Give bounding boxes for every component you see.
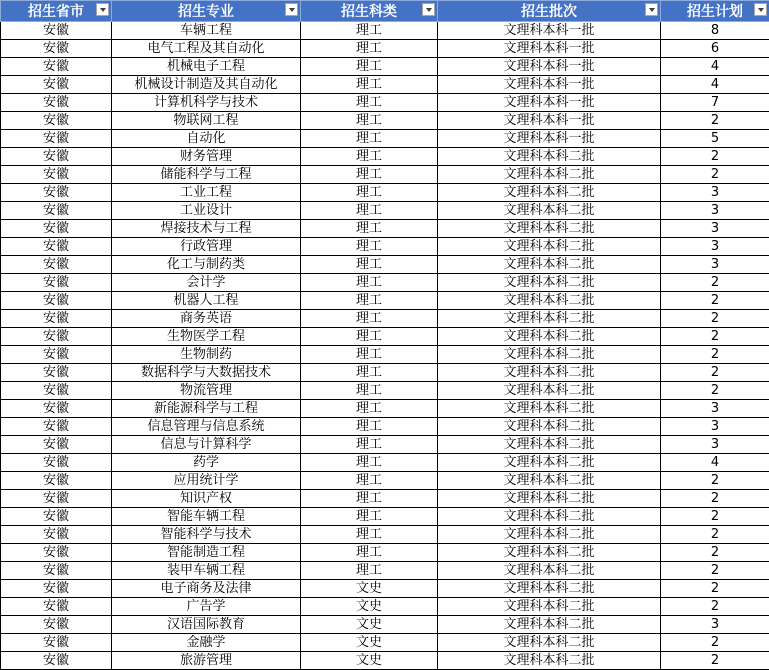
cell-batch[interactable]: 文理科本科二批 [438,148,661,166]
cell-plan[interactable]: 3 [661,616,769,634]
filter-dropdown-icon[interactable] [754,3,767,16]
header-batch [438,1,661,22]
cell-batch[interactable]: 文理科本科二批 [438,166,661,184]
cell-category[interactable]: 文史 [301,634,438,652]
cell-province[interactable]: 安徽 [1,364,112,382]
cell-province[interactable]: 安徽 [1,58,112,76]
cell-province[interactable]: 安徽 [1,22,112,40]
cell-province[interactable]: 安徽 [1,184,112,202]
cell-province[interactable]: 安徽 [1,436,112,454]
cell-plan[interactable]: 2 [661,310,769,328]
cell-plan[interactable]: 2 [661,598,769,616]
cell-province[interactable]: 安徽 [1,166,112,184]
cell-batch[interactable]: 文理科本科二批 [438,220,661,238]
header-province [1,1,112,22]
cell-major[interactable]: 电气工程及其自动化 [112,40,301,58]
cell-plan[interactable]: 2 [661,472,769,490]
cell-batch[interactable]: 文理科本科二批 [438,544,661,562]
cell-province[interactable]: 安徽 [1,634,112,652]
cell-batch[interactable]: 文理科本科二批 [438,382,661,400]
table-row [1,166,769,184]
cell-category[interactable]: 理工 [301,220,438,238]
cell-category[interactable]: 理工 [301,418,438,436]
cell-plan[interactable]: 2 [661,562,769,580]
cell-batch[interactable]: 文理科本科二批 [438,400,661,418]
cell-batch[interactable]: 文理科本科二批 [438,508,661,526]
cell-category[interactable]: 理工 [301,526,438,544]
cell-category[interactable]: 文史 [301,598,438,616]
cell-plan[interactable]: 7 [661,94,769,112]
cell-category[interactable]: 理工 [301,76,438,94]
cell-batch[interactable]: 文理科本科一批 [438,40,661,58]
cell-plan[interactable]: 2 [661,274,769,292]
table-row [1,508,769,526]
cell-category[interactable]: 理工 [301,202,438,220]
cell-category[interactable]: 文史 [301,652,438,670]
cell-batch[interactable]: 文理科本科一批 [438,94,661,112]
cell-province[interactable]: 安徽 [1,112,112,130]
table-row [1,580,769,598]
cell-major[interactable]: 机械设计制造及其自动化 [112,76,301,94]
cell-category[interactable]: 理工 [301,166,438,184]
cell-batch[interactable]: 文理科本科一批 [438,58,661,76]
header-label: 招生批次 [521,1,577,21]
cell-major[interactable]: 储能科学与工程 [112,166,301,184]
cell-category[interactable]: 文史 [301,616,438,634]
table-header [1,1,769,22]
cell-province[interactable]: 安徽 [1,598,112,616]
header-row [1,1,769,22]
cell-major[interactable]: 汉语国际教育 [112,616,301,634]
cell-major[interactable]: 电子商务及法律 [112,580,301,598]
cell-major[interactable]: 工业设计 [112,202,301,220]
cell-batch[interactable]: 文理科本科二批 [438,310,661,328]
cell-major[interactable]: 机械电子工程 [112,58,301,76]
cell-category[interactable]: 理工 [301,544,438,562]
cell-batch[interactable]: 文理科本科二批 [438,526,661,544]
cell-province[interactable]: 安徽 [1,274,112,292]
cell-major[interactable]: 会计学 [112,274,301,292]
cell-category[interactable]: 理工 [301,310,438,328]
cell-category[interactable]: 理工 [301,292,438,310]
cell-category[interactable]: 理工 [301,40,438,58]
cell-major[interactable]: 知识产权 [112,490,301,508]
cell-batch[interactable]: 文理科本科二批 [438,580,661,598]
cell-category[interactable]: 理工 [301,22,438,40]
table-row [1,490,769,508]
cell-major[interactable]: 焊接技术与工程 [112,220,301,238]
table-row [1,40,769,58]
header-major [112,1,301,22]
cell-plan[interactable]: 4 [661,454,769,472]
header-plan [661,1,769,22]
cell-category[interactable]: 文史 [301,580,438,598]
cell-plan[interactable]: 3 [661,220,769,238]
cell-category[interactable]: 理工 [301,328,438,346]
cell-plan[interactable]: 2 [661,148,769,166]
cell-major[interactable]: 财务管理 [112,148,301,166]
table-row [1,346,769,364]
table-row [1,256,769,274]
header-label: 招生计划 [687,1,743,21]
table-row [1,238,769,256]
cell-category[interactable]: 理工 [301,562,438,580]
cell-major[interactable]: 物流管理 [112,382,301,400]
cell-plan[interactable]: 3 [661,202,769,220]
cell-major[interactable]: 新能源科学与工程 [112,400,301,418]
cell-major[interactable]: 装甲车辆工程 [112,562,301,580]
table-row [1,184,769,202]
header-label: 招生专业 [178,1,234,21]
cell-category[interactable]: 理工 [301,112,438,130]
cell-province[interactable]: 安徽 [1,292,112,310]
cell-plan[interactable]: 5 [661,130,769,148]
cell-major[interactable]: 信息管理与信息系统 [112,418,301,436]
table-row [1,544,769,562]
cell-plan[interactable]: 8 [661,22,769,40]
cell-plan[interactable]: 4 [661,58,769,76]
table-row [1,454,769,472]
cell-major[interactable]: 自动化 [112,130,301,148]
cell-category[interactable]: 理工 [301,130,438,148]
cell-major[interactable]: 生物医学工程 [112,328,301,346]
cell-category[interactable]: 理工 [301,346,438,364]
cell-province[interactable]: 安徽 [1,328,112,346]
cell-province[interactable]: 安徽 [1,202,112,220]
table-row [1,472,769,490]
filter-dropdown-icon[interactable] [422,3,435,16]
cell-province[interactable]: 安徽 [1,418,112,436]
cell-plan[interactable]: 2 [661,166,769,184]
cell-category[interactable]: 理工 [301,148,438,166]
cell-batch[interactable]: 文理科本科二批 [438,472,661,490]
cell-plan[interactable]: 2 [661,328,769,346]
cell-major[interactable]: 智能车辆工程 [112,508,301,526]
cell-province[interactable]: 安徽 [1,454,112,472]
cell-batch[interactable]: 文理科本科二批 [438,202,661,220]
cell-province[interactable]: 安徽 [1,508,112,526]
cell-major[interactable]: 药学 [112,454,301,472]
cell-category[interactable]: 理工 [301,256,438,274]
cell-batch[interactable]: 文理科本科一批 [438,76,661,94]
cell-category[interactable]: 理工 [301,454,438,472]
cell-plan[interactable]: 4 [661,76,769,94]
table-row [1,310,769,328]
cell-plan[interactable]: 3 [661,238,769,256]
cell-province[interactable]: 安徽 [1,76,112,94]
cell-province[interactable]: 安徽 [1,40,112,58]
cell-batch[interactable]: 文理科本科二批 [438,436,661,454]
cell-category[interactable]: 理工 [301,58,438,76]
cell-province[interactable]: 安徽 [1,562,112,580]
header-label: 招生科类 [341,1,397,21]
table-row [1,598,769,616]
cell-major[interactable]: 工业工程 [112,184,301,202]
cell-category[interactable]: 理工 [301,184,438,202]
table-row [1,94,769,112]
cell-major[interactable]: 计算机科学与技术 [112,94,301,112]
cell-plan[interactable]: 2 [661,112,769,130]
cell-province[interactable]: 安徽 [1,382,112,400]
cell-batch[interactable]: 文理科本科二批 [438,562,661,580]
cell-batch[interactable]: 文理科本科二批 [438,634,661,652]
table-row [1,112,769,130]
cell-province[interactable]: 安徽 [1,616,112,634]
cell-major[interactable]: 车辆工程 [112,22,301,40]
cell-plan[interactable]: 3 [661,400,769,418]
cell-province[interactable]: 安徽 [1,148,112,166]
cell-batch[interactable]: 文理科本科二批 [438,364,661,382]
cell-plan[interactable]: 2 [661,364,769,382]
cell-category[interactable]: 理工 [301,490,438,508]
cell-province[interactable]: 安徽 [1,238,112,256]
table-row [1,292,769,310]
cell-batch[interactable]: 文理科本科一批 [438,130,661,148]
cell-category[interactable]: 理工 [301,400,438,418]
cell-batch[interactable]: 文理科本科二批 [438,454,661,472]
cell-major[interactable]: 行政管理 [112,238,301,256]
filter-dropdown-icon[interactable] [96,3,109,16]
cell-plan[interactable]: 2 [661,382,769,400]
cell-plan[interactable]: 3 [661,184,769,202]
table-row [1,148,769,166]
table-row [1,562,769,580]
cell-category[interactable]: 理工 [301,274,438,292]
cell-province[interactable]: 安徽 [1,472,112,490]
table-row [1,634,769,652]
cell-major[interactable]: 化工与制药类 [112,256,301,274]
cell-batch[interactable]: 文理科本科二批 [438,652,661,670]
cell-batch[interactable]: 文理科本科二批 [438,256,661,274]
cell-category[interactable]: 理工 [301,382,438,400]
table-row [1,400,769,418]
table-row [1,22,769,40]
table-row [1,58,769,76]
cell-batch[interactable]: 文理科本科二批 [438,616,661,634]
header-category [301,1,438,22]
cell-province[interactable]: 安徽 [1,256,112,274]
cell-plan[interactable]: 2 [661,292,769,310]
table-row [1,76,769,94]
cell-plan[interactable]: 2 [661,652,769,670]
cell-province[interactable]: 安徽 [1,652,112,670]
cell-province[interactable]: 安徽 [1,490,112,508]
cell-major[interactable]: 生物制药 [112,346,301,364]
cell-batch[interactable]: 文理科本科二批 [438,292,661,310]
table-row [1,436,769,454]
cell-category[interactable]: 理工 [301,472,438,490]
cell-batch[interactable]: 文理科本科二批 [438,328,661,346]
cell-category[interactable]: 理工 [301,508,438,526]
cell-major[interactable]: 金融学 [112,634,301,652]
table-row [1,202,769,220]
table-row [1,382,769,400]
cell-plan[interactable]: 2 [661,346,769,364]
table-row [1,274,769,292]
cell-batch[interactable]: 文理科本科二批 [438,418,661,436]
cell-province[interactable]: 安徽 [1,346,112,364]
table-row [1,418,769,436]
cell-plan[interactable]: 2 [661,544,769,562]
cell-batch[interactable]: 文理科本科二批 [438,346,661,364]
cell-batch[interactable]: 文理科本科一批 [438,22,661,40]
cell-plan[interactable]: 2 [661,634,769,652]
cell-plan[interactable]: 2 [661,508,769,526]
cell-province[interactable]: 安徽 [1,130,112,148]
cell-major[interactable]: 数据科学与大数据技术 [112,364,301,382]
cell-batch[interactable]: 文理科本科二批 [438,490,661,508]
cell-province[interactable]: 安徽 [1,526,112,544]
cell-major[interactable]: 商务英语 [112,310,301,328]
table-body [1,22,769,670]
cell-province[interactable]: 安徽 [1,544,112,562]
table-row [1,220,769,238]
cell-category[interactable]: 理工 [301,238,438,256]
cell-category[interactable]: 理工 [301,436,438,454]
cell-province[interactable]: 安徽 [1,94,112,112]
cell-plan[interactable]: 3 [661,418,769,436]
cell-major[interactable]: 广告学 [112,598,301,616]
filter-dropdown-icon[interactable] [645,3,658,16]
cell-batch[interactable]: 文理科本科二批 [438,238,661,256]
cell-province[interactable]: 安徽 [1,580,112,598]
cell-major[interactable]: 旅游管理 [112,652,301,670]
cell-plan[interactable]: 2 [661,490,769,508]
table-row [1,526,769,544]
cell-category[interactable]: 理工 [301,94,438,112]
table-row [1,364,769,382]
cell-province[interactable]: 安徽 [1,220,112,238]
table-row [1,328,769,346]
cell-batch[interactable]: 文理科本科一批 [438,112,661,130]
cell-major[interactable]: 应用统计学 [112,472,301,490]
cell-plan[interactable]: 3 [661,256,769,274]
cell-batch[interactable]: 文理科本科二批 [438,274,661,292]
cell-major[interactable]: 物联网工程 [112,112,301,130]
cell-major[interactable]: 信息与计算科学 [112,436,301,454]
cell-category[interactable]: 理工 [301,364,438,382]
cell-batch[interactable]: 文理科本科二批 [438,598,661,616]
header-label: 招生省市 [28,1,84,21]
filter-dropdown-icon[interactable] [285,3,298,16]
cell-plan[interactable]: 6 [661,40,769,58]
cell-province[interactable]: 安徽 [1,310,112,328]
cell-plan[interactable]: 2 [661,526,769,544]
cell-major[interactable]: 智能科学与技术 [112,526,301,544]
table-row [1,616,769,634]
table-row [1,130,769,148]
cell-batch[interactable]: 文理科本科二批 [438,184,661,202]
cell-plan[interactable]: 2 [661,580,769,598]
cell-major[interactable]: 机器人工程 [112,292,301,310]
cell-province[interactable]: 安徽 [1,400,112,418]
cell-plan[interactable]: 3 [661,436,769,454]
cell-major[interactable]: 智能制造工程 [112,544,301,562]
